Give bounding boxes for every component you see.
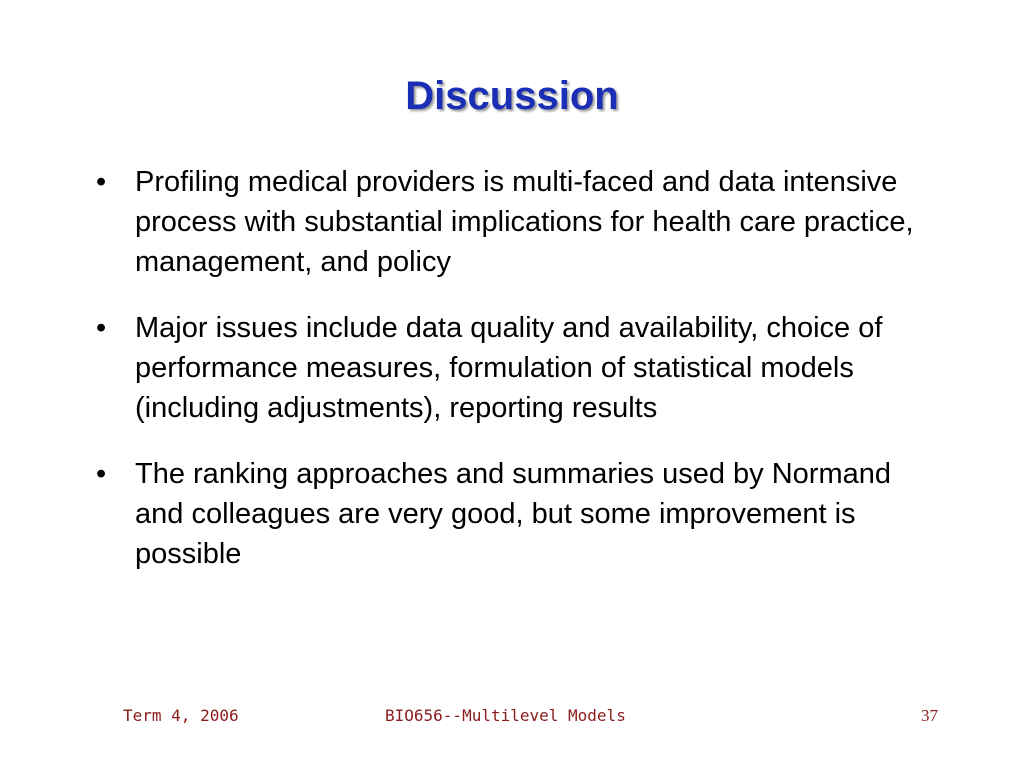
bullet-item (96, 308, 926, 428)
footer-term: Term 4, 2006 (123, 706, 239, 725)
bullet-dot-icon: • (96, 312, 107, 344)
bullet-text: Major issues include data quality and availability, choice of performance measures, formulation of statistical models (including adjustments), reporting results (135, 312, 883, 424)
slide-footer (0, 706, 1024, 730)
bullet-item (96, 162, 926, 282)
bullet-dot-icon: • (96, 166, 107, 198)
footer-course-title: BIO656--Multilevel Models (385, 706, 626, 725)
slide-title: Discussion (405, 74, 619, 118)
bullet-item (96, 454, 926, 574)
bullet-list (96, 162, 926, 600)
bullet-dot-icon: • (96, 458, 107, 490)
bullet-text: Profiling medical providers is multi-faced and data intensive process with substantial implications for health care practice, management, and policy (135, 166, 914, 278)
page-number: 37 (921, 706, 938, 725)
bullet-text: The ranking approaches and summaries used by Normand and colleagues are very good, but some improvement is possible (135, 458, 892, 570)
